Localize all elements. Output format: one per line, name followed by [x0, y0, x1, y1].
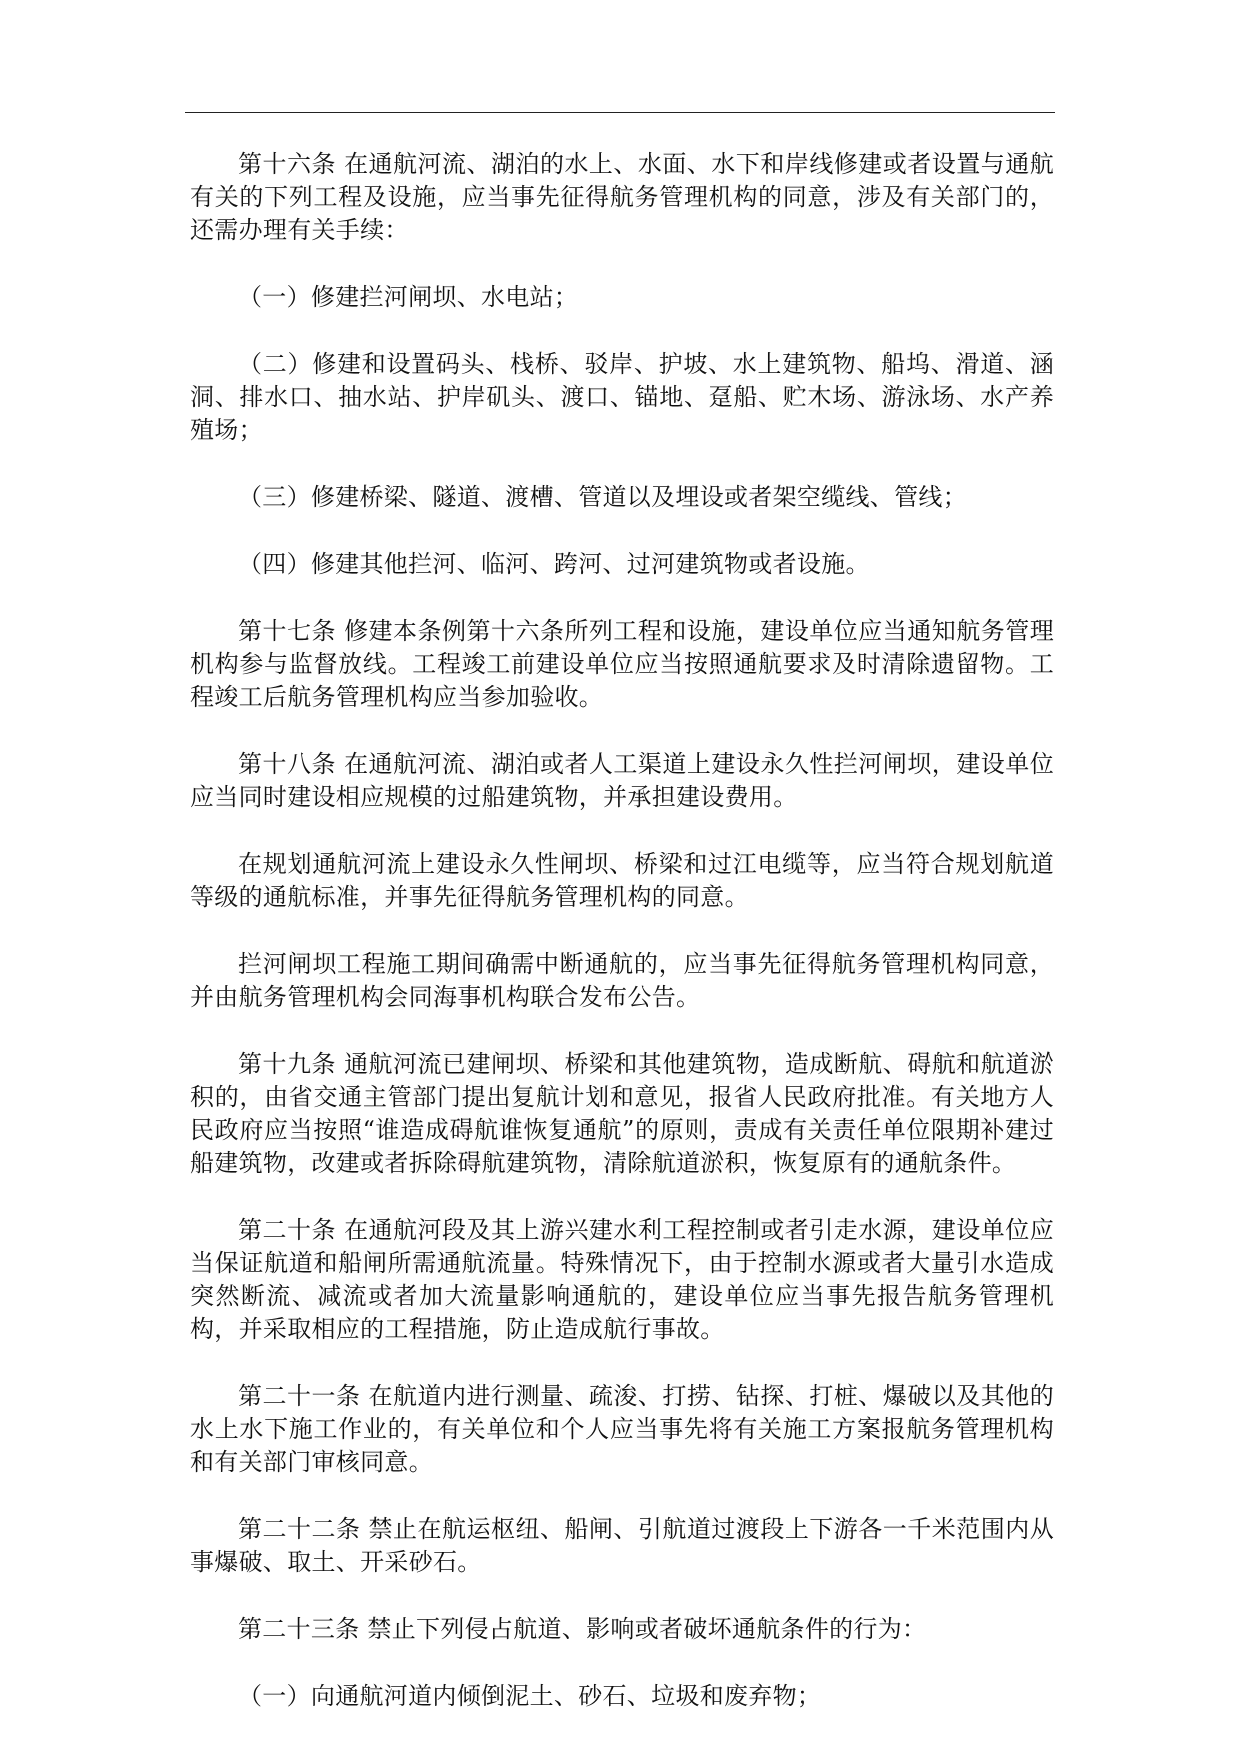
- header-divider: [185, 112, 1055, 113]
- article-19-paragraph: 第十九条 通航河流已建闸坝、桥梁和其他建筑物，造成断航、碍航和航道淤积的，由省交通主管部门提出复航计划和意见，报省人民政府批准。有关地方人民政府应当按照“谁造成碍航谁恢复通航”的原则，责成有关责任单位限期补建过船建筑物，改建或者拆除碍航建筑物，清除航道淤积，恢复原有的通航条件。: [190, 1050, 1054, 1177]
- article-18-paragraph: 第十八条 在通航河流、湖泊或者人工渠道上建设永久性拦河闸坝，建设单位应当同时建设相应规模的过船建筑物，并承担建设费用。: [190, 750, 1054, 811]
- article-22-paragraph: 第二十二条 禁止在航运枢纽、船闸、引航道过渡段上下游各一千米范围内从事爆破、取土、开采砂石。: [190, 1515, 1054, 1576]
- article-18-paragraph-3: 拦河闸坝工程施工期间确需中断通航的，应当事先征得航务管理机构同意，并由航务管理机构会同海事机构联合发布公告。: [190, 950, 1054, 1011]
- article-21-paragraph: 第二十一条 在航道内进行测量、疏浚、打捞、钻探、打桩、爆破以及其他的水上水下施工作业的，有关单位和个人应当事先将有关施工方案报航务管理机构和有关部门审核同意。: [190, 1382, 1054, 1476]
- article-16-paragraph: 第十六条 在通航河流、湖泊的水上、水面、水下和岸线修建或者设置与通航有关的下列工程及设施，应当事先征得航务管理机构的同意，涉及有关部门的，还需办理有关手续：: [190, 150, 1054, 244]
- article-16-item-2: （二）修建和设置码头、栈桥、驳岸、护坡、水上建筑物、船坞、滑道、涵洞、排水口、抽水站、护岸矶头、渡口、锚地、趸船、贮木场、游泳场、水产养殖场；: [190, 350, 1054, 444]
- article-18-paragraph-2: 在规划通航河流上建设永久性闸坝、桥梁和过江电缆等，应当符合规划航道等级的通航标准，并事先征得航务管理机构的同意。: [190, 850, 1054, 911]
- article-17-paragraph: 第十七条 修建本条例第十六条所列工程和设施，建设单位应当通知航务管理机构参与监督放线。工程竣工前建设单位应当按照通航要求及时清除遗留物。工程竣工后航务管理机构应当参加验收。: [190, 617, 1054, 711]
- article-16-item-4: （四）修建其他拦河、临河、跨河、过河建筑物或者设施。: [238, 550, 870, 578]
- article-16-item-1: （一）修建拦河闸坝、水电站；: [238, 283, 579, 311]
- article-23-paragraph: 第二十三条 禁止下列侵占航道、影响或者破坏通航条件的行为：: [238, 1615, 927, 1643]
- article-20-paragraph: 第二十条 在通航河段及其上游兴建水利工程控制或者引走水源，建设单位应当保证航道和船闸所需通航流量。特殊情况下，由于控制水源或者大量引水造成突然断流、减流或者加大流量影响通航的，建设单位应当事先报告航务管理机构，并采取相应的工程措施，防止造成航行事故。: [190, 1216, 1054, 1343]
- article-23-item-1: （一）向通航河道内倾倒泥土、砂石、垃圾和废弃物；: [238, 1682, 822, 1710]
- article-16-item-3: （三）修建桥梁、隧道、渡槽、管道以及埋设或者架空缆线、管线；: [238, 483, 967, 511]
- document-body: [190, 148, 1054, 1747]
